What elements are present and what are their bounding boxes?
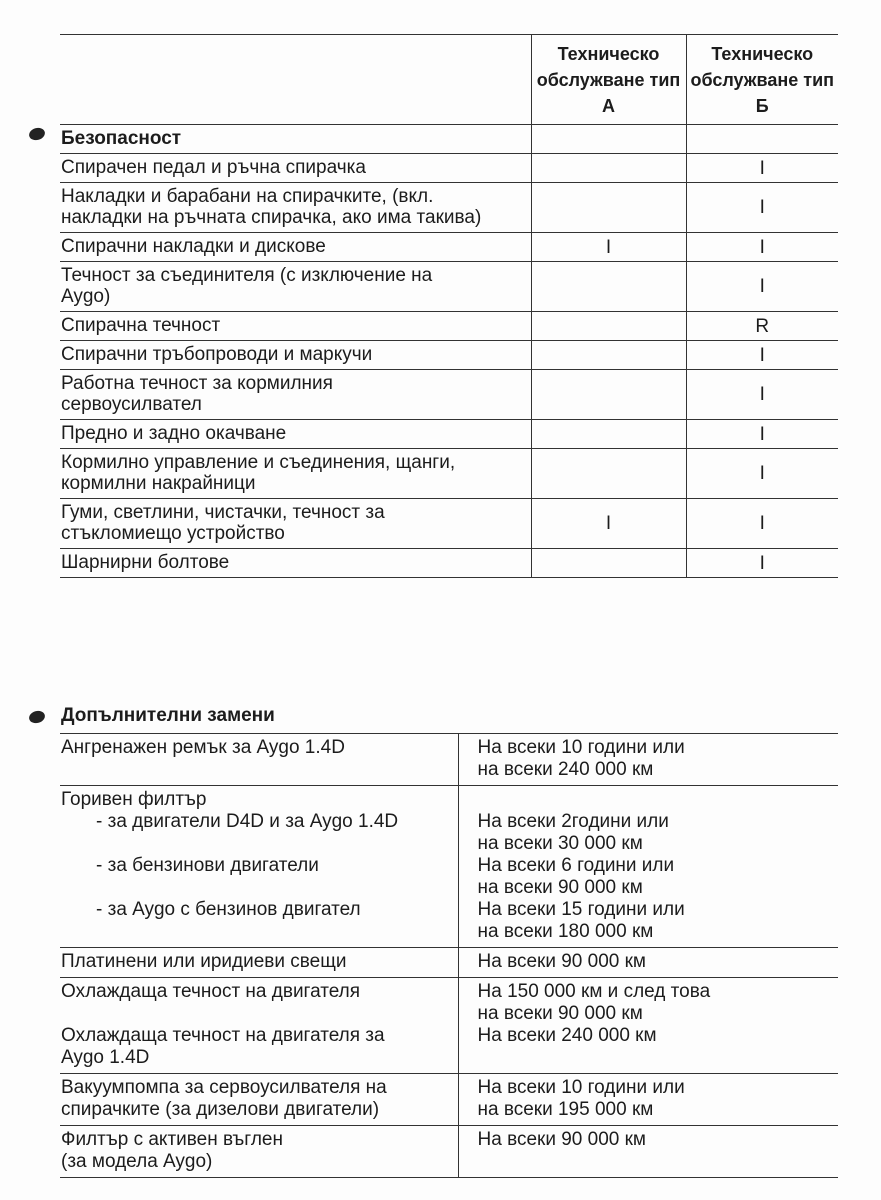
service-a-value: I (531, 233, 686, 262)
item-label: (за модела Aygo) (61, 1151, 213, 1172)
item-label: Работна течност за кормилния сервоусилвател (60, 370, 531, 420)
interval-value: На всеки 90 000 км (477, 951, 646, 972)
service-a-value (531, 549, 686, 578)
service-b-value: I (686, 549, 838, 578)
header-empty-cell (60, 35, 531, 125)
table-row (60, 734, 838, 786)
interval-value: На всеки 240 000 км (477, 1025, 657, 1046)
item-label: Охлаждаща течност на двигателя (61, 981, 361, 1002)
table-row (60, 786, 838, 948)
sub-item-label: - за бензинови двигатели (96, 855, 319, 876)
table-row (60, 549, 838, 578)
interval-value: На всеки 6 години или (477, 855, 675, 876)
service-a-value (531, 420, 686, 449)
item-label: Шарнирни болтове (60, 549, 531, 578)
item-label: Платинени или иридиеви свещи (61, 951, 347, 972)
service-a-value (531, 341, 686, 370)
service-b-value: I (686, 420, 838, 449)
interval-value: на всеки 30 000 км (477, 833, 643, 854)
service-a-value (531, 262, 686, 312)
service-a-value (531, 370, 686, 420)
service-b-value: R (686, 312, 838, 341)
section-bullet-icon (28, 709, 47, 725)
item-label: Течност за съединителя (с изключение на Aygo) (60, 262, 531, 312)
service-b-value: I (686, 341, 838, 370)
service-b-value: I (686, 262, 838, 312)
item-label: Aygo 1.4D (61, 1047, 150, 1068)
interval-value: на всеки 90 000 км (477, 1003, 643, 1024)
service-b-value: I (686, 499, 838, 549)
item-label: Спирачен педал и ръчна спирачка (60, 154, 531, 183)
table-row (60, 499, 838, 549)
table-row (60, 312, 838, 341)
table-row (60, 1074, 838, 1126)
interval-value: На всеки 90 000 км (477, 1129, 646, 1150)
service-b-value: I (686, 183, 838, 233)
section-title-safety: Безопасност (60, 125, 531, 154)
item-label: Спирачна течност (60, 312, 531, 341)
service-a-value (531, 154, 686, 183)
service-b-value: I (686, 370, 838, 420)
sub-item-label: - за Aygo с бензинов двигател (96, 899, 361, 920)
interval-value: на всеки 180 000 км (477, 921, 654, 942)
table-row (60, 154, 838, 183)
section-bullet-icon (28, 126, 47, 142)
interval-value: На всеки 15 години или (477, 899, 685, 920)
item-label: Предно и задно окачване (60, 420, 531, 449)
service-b-value: I (686, 449, 838, 499)
safety-maintenance-table (60, 34, 838, 578)
sub-item-label: - за двигатели D4D и за Aygo 1.4D (96, 811, 399, 832)
interval-value: На 150 000 км и след това (477, 981, 711, 1002)
additional-replacements-table (60, 733, 838, 1178)
table-header-row (60, 35, 838, 125)
header-service-a: Техническо обслужване тип А (531, 35, 686, 125)
item-label: Спирачни тръбопроводи и маркучи (60, 341, 531, 370)
header-service-b: Техническо обслужване тип Б (686, 35, 838, 125)
item-label: спирачките (за дизелови двигатели) (61, 1099, 380, 1120)
table-row (60, 449, 838, 499)
table-row (60, 420, 838, 449)
item-label: Филтър с активен въглен (61, 1129, 283, 1150)
item-label: Вакуумпомпа за сервоусилвателя на (61, 1077, 387, 1098)
item-label: Горивен филтър (61, 789, 207, 810)
service-b-value: I (686, 233, 838, 262)
table-row (60, 341, 838, 370)
table-row (60, 1126, 838, 1178)
service-a-value: I (531, 499, 686, 549)
table-row (60, 370, 838, 420)
item-label: Спирачни накладки и дискове (60, 233, 531, 262)
item-label: Ангренажен ремък за Aygo 1.4D (61, 737, 345, 758)
table-row (60, 262, 838, 312)
section-title-replacements: Допълнителни замени (61, 705, 275, 726)
service-a-value (531, 449, 686, 499)
interval-value: На всеки 2години или (477, 811, 669, 832)
service-b-value: I (686, 154, 838, 183)
interval-value: На всеки 10 години или (477, 737, 685, 758)
table-row (60, 183, 838, 233)
interval-value: на всеки 195 000 км (477, 1099, 654, 1120)
interval-value: На всеки 10 години или (477, 1077, 685, 1098)
table-row (60, 233, 838, 262)
table-row (60, 978, 838, 1074)
interval-value: на всеки 240 000 км (477, 759, 654, 780)
service-a-value (531, 312, 686, 341)
item-label: Охлаждаща течност на двигателя за (61, 1025, 385, 1046)
table-row (60, 948, 838, 978)
item-label: Гуми, светлини, чистачки, течност за стъкломиещо устройство (60, 499, 531, 549)
section-row (60, 125, 838, 154)
interval-value: на всеки 90 000 км (477, 877, 643, 898)
item-label: Кормилно управление и съединения, щанги, кормилни накрайници (60, 449, 531, 499)
service-a-value (531, 183, 686, 233)
item-label: Накладки и барабани на спирачките, (вкл. накладки на ръчната спирачка, ако има такива) (60, 183, 531, 233)
